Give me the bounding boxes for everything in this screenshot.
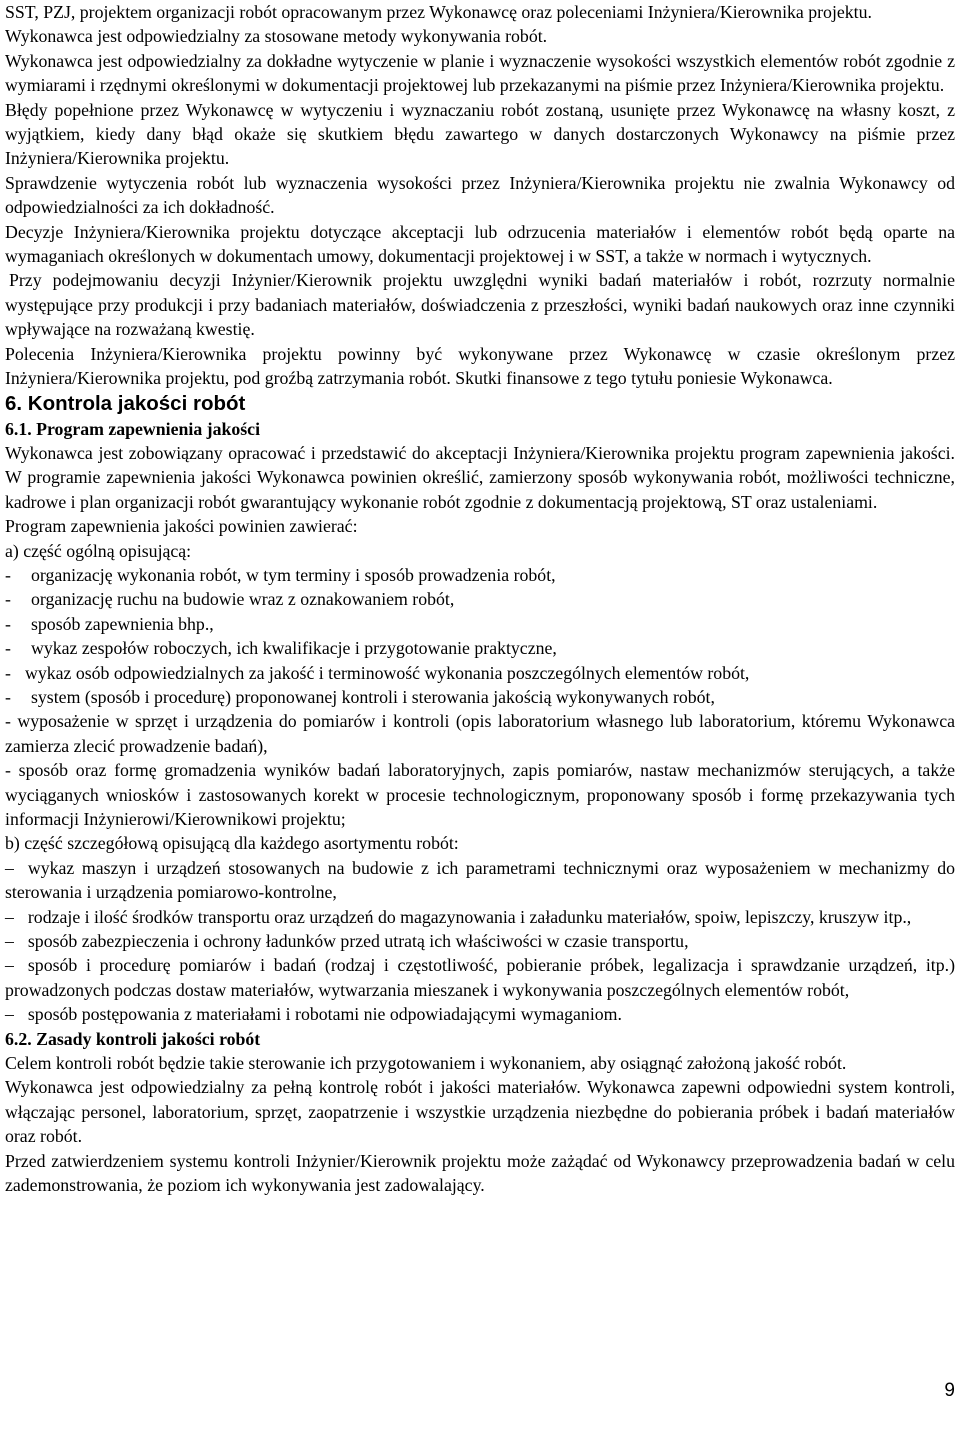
paragraph: Błędy popełnione przez Wykonawcę w wytyczeniu i wyznaczaniu robót zostaną, usunięte przez Wykonawcę na własny koszt, z wyjątkiem, kiedy dany błąd okaże się skutkiem błędu zawartego w danych dostarczonych Wykonawcy na piśmie przez Inżyniera/Kierownika projektu.: [5, 99, 955, 169]
list-item: - organizację ruchu na budowie wraz z oznakowaniem robót,: [5, 587, 955, 611]
subsection-heading: 6.1. Program zapewnienia jakości: [5, 418, 261, 439]
page-number: 9: [944, 1380, 955, 1401]
list-emdash: –: [5, 906, 14, 927]
list-emdash: –: [5, 955, 14, 976]
list-item: - organizację wykonania robót, w tym terminy i sposób prowadzenia robót,: [5, 563, 955, 587]
paragraph: Wykonawca jest zobowiązany opracować i przedstawić do akceptacji Inżyniera/Kierownika projektu program zapewnienia jakości. W programie zapewnienia jakości Wykonawca powinien określić, zamierzony sposób wykonywania robót, możliwości techniczne, kadrowe i plan organizacji robót gwarantujący wykonanie robót zgodnie z dokumentacją projektową, ST oraz ustaleniami.: [5, 442, 955, 512]
list-dash: -: [5, 613, 11, 634]
list-item: - wykaz osób odpowiedzialnych za jakość i terminowość wykonania poszczególnych elementów robót,: [5, 661, 955, 685]
list-emdash: –: [5, 931, 14, 952]
list-item-long: - wyposażenie w sprzęt i urządzenia do pomiarów i kontroli (opis laboratorium własnego lub laboratorium, któremu Wykonawca zamierza zlecić prowadzenie badań),: [5, 711, 955, 756]
list-dash: -: [5, 662, 11, 683]
list-dash: -: [5, 564, 11, 585]
paragraph: Program zapewnienia jakości powinien zawierać:: [5, 516, 358, 537]
list-item: – sposób postępowania z materiałami i robotami nie odpowiadającymi wymaganiom.: [5, 1004, 622, 1025]
list-item: – rodzaje i ilość środków transportu oraz urządzeń do magazynowania i załadunku materiałów, spoiw, lepiszczy, kruszyw itp.,: [5, 906, 912, 927]
paragraph: b) część szczegółową opisującą dla każdego asortymentu robót:: [5, 833, 459, 854]
list-item: – wykaz maszyn i urządzeń stosowanych na budowie z ich parametrami technicznymi oraz wyposażeniem w mechanizmy do sterowania i urządzenia pomiarowo-kontrolne,: [5, 857, 955, 903]
paragraph: Wykonawca jest odpowiedzialny za pełną kontrolę robót i jakości materiałów. Wykonawca zapewni odpowiedni system kontroli, włączając personel, laboratorium, sprzęt, zaopatrzenie i wszystkie urządzenia niezbędne do pobierania próbek i badań materiałów oraz robót.: [5, 1077, 955, 1147]
paragraph: Przy podejmowaniu decyzji Inżynier/Kierownik projektu uwzględni wyniki badań materiałów i robót, rozrzuty normalnie występujące przy produkcji i przy badaniach materiałów, doświadczenia z przeszłości, wyniki badań naukowych oraz inne czynniki wpływające na rozważaną kwestię.: [5, 270, 955, 340]
paragraph: SST, PZJ, projektem organizacji robót opracowanym przez Wykonawcę oraz poleceniami Inżyniera/Kierownika projektu.: [5, 2, 872, 22]
list-dash: -: [5, 589, 11, 610]
paragraph: Wykonawca jest odpowiedzialny za dokładne wytyczenie w planie i wyznaczenie wysokości wszystkich elementów robót zgodnie z wymiarami i rzędnymi określonymi w dokumentacji projektowej lub przekazanymi na piśmie przez Inżyniera/Kierownika projektu.: [5, 50, 955, 96]
paragraph: Polecenia Inżyniera/Kierownika projektu powinny być wykonywane przez Wykonawcę w czasie określonym przez Inżyniera/Kierownika projektu, pod groźbą zatrzymania robót. Skutki finansowe z tego tytułu poniesie Wykonawca.: [5, 343, 955, 389]
list-dash: -: [5, 686, 11, 707]
paragraph: Przed zatwierdzeniem systemu kontroli Inżynier/Kierownik projektu może zażądać od Wykonawcy przeprowadzenia badań w celu zademonstrowania, że poziom ich wykonywania jest zadowalający.: [5, 1150, 955, 1196]
paragraph: Wykonawca jest odpowiedzialny za stosowane metody wykonywania robót.: [5, 26, 548, 47]
subsection-heading: 6.2. Zasady kontroli jakości robót: [5, 1028, 261, 1049]
list-item: - sposób zapewnienia bhp.,: [5, 612, 955, 636]
list-emdash: –: [5, 857, 14, 878]
paragraph: Celem kontroli robót będzie takie sterowanie ich przygotowaniem i wykonaniem, aby osiągnąć założoną jakość robót.: [5, 1053, 847, 1074]
list-item: – sposób i procedurę pomiarów i badań (rodzaj i częstotliwość, pobieranie próbek, legalizacja i sprawdzanie urządzeń, itp.) prowadzonych podczas dostaw materiałów, wytwarzania mieszanek i wykonywania poszczególnych elementów robót,: [5, 955, 955, 1000]
paragraph: Sprawdzenie wytyczenia robót lub wyznaczenia wysokości przez Inżyniera/Kierownika projektu nie zwalnia Wykonawcy od odpowiedzialności za ich dokładność.: [5, 172, 955, 218]
list-item-long: - sposób oraz formę gromadzenia wyników badań laboratoryjnych, zapis pomiarów, nastaw mechanizmów sterujących, a także wyciąganych wniosków i zastosowanych korekt w procesie technologicznym, proponowany sposób i formę przekazywania tych informacji Inżynierowi/Kierownikowi projektu;: [5, 760, 955, 829]
paragraph: a) część ogólną opisującą:: [5, 540, 192, 561]
section-heading: 6. Kontrola jakości robót: [5, 391, 246, 415]
list-item: - system (sposób i procedurę) proponowanej kontroli i sterowania jakością wykonywanych robót,: [5, 685, 955, 709]
list-dash: -: [5, 638, 11, 659]
document-page: [5, 0, 955, 1198]
list-item: - wykaz zespołów roboczych, ich kwalifikacje i przygotowanie praktyczne,: [5, 636, 955, 660]
list-item: – sposób zabezpieczenia i ochrony ładunków przed utratą ich właściwości w czasie transportu,: [5, 931, 689, 952]
paragraph: Decyzje Inżyniera/Kierownika projektu dotyczące akceptacji lub odrzucenia materiałów i elementów robót będą oparte na wymaganiach określonych w dokumentach umowy, dokumentacji projektowej i w SST, a także w normach i wytycznych.: [5, 221, 955, 267]
list-emdash: –: [5, 1004, 14, 1025]
